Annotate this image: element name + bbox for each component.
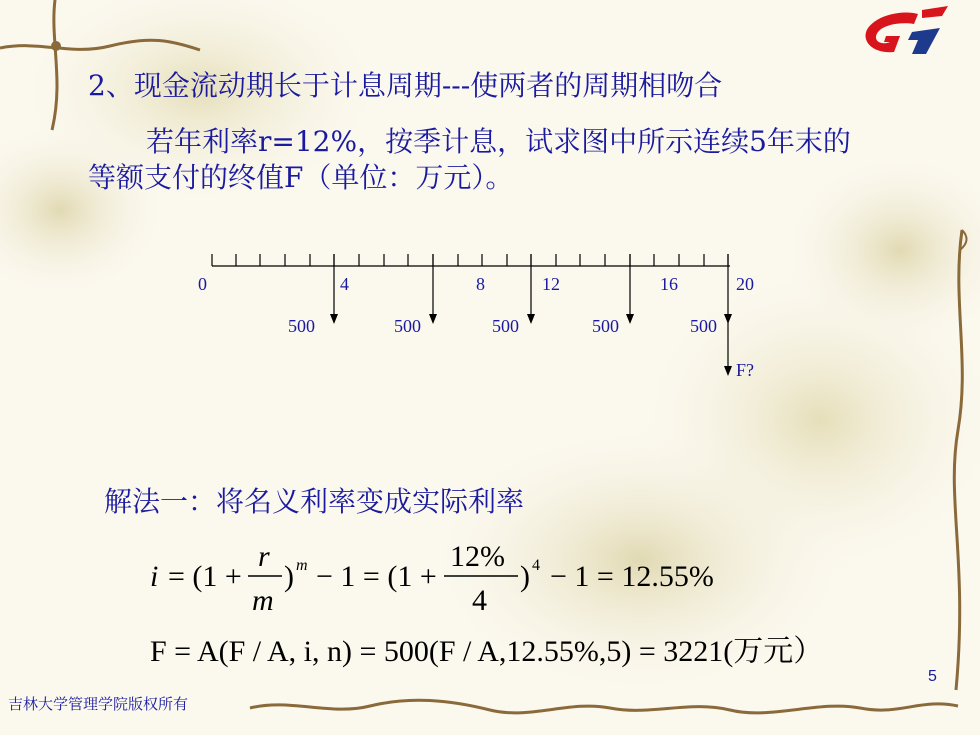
page-number: 5 (928, 668, 937, 685)
tick-label-12: 12 (542, 274, 560, 294)
formula1-exp2: 4 (532, 557, 540, 574)
formula1-mid: − 1 = (1 + (316, 560, 437, 593)
payment-label-2: 500 (394, 316, 421, 336)
formula1-close1: ) (284, 560, 294, 593)
cash-flow-diagram (190, 248, 770, 388)
section-heading: 2、现金流动期长于计息周期---使两者的周期相吻合 (88, 69, 723, 102)
payment-label-1: 500 (288, 316, 315, 336)
problem-statement (88, 124, 948, 196)
formula1-tail: − 1 = 12.55% (550, 560, 714, 593)
payment-label-3: 500 (492, 316, 519, 336)
tick-label-16: 16 (660, 274, 678, 294)
solution-title: 解法一：将名义利率变成实际利率 (104, 485, 525, 518)
payment-label-5: 500 (690, 316, 717, 336)
formula1-eq1: = (1 + (168, 560, 242, 593)
problem-line-1: 若年利率r=12%，按季计息，试求图中所示连续5年末的 (146, 125, 851, 158)
future-value-label: F? (736, 360, 754, 380)
g-brand-logo-icon (856, 6, 948, 58)
tick-label-0: 0 (198, 274, 207, 294)
copyright-footer: 吉林大学管理学院版权所有 (8, 695, 189, 713)
formula1-frac1-den: m (252, 584, 274, 616)
formula1-frac2-num: 12% (450, 540, 505, 573)
tick-label-8: 8 (476, 274, 485, 294)
formula1-exp1: m (296, 557, 308, 574)
tick-label-20: 20 (736, 274, 754, 294)
formula1-frac1-num: r (258, 540, 270, 573)
formula1-frac2-den: 4 (472, 584, 487, 616)
effective-rate-formula (150, 540, 770, 616)
formula1-close2: ) (520, 560, 530, 593)
problem-line-2: 等额支付的终值F（单位：万元）。 (88, 161, 514, 194)
payment-label-4: 500 (592, 316, 619, 336)
formula1-i: i (150, 560, 159, 593)
future-value-formula: F = A(F / A, i, n) = 500(F / A,12.55%,5) = 3221(万元） (150, 635, 824, 668)
tick-label-4: 4 (340, 274, 349, 294)
